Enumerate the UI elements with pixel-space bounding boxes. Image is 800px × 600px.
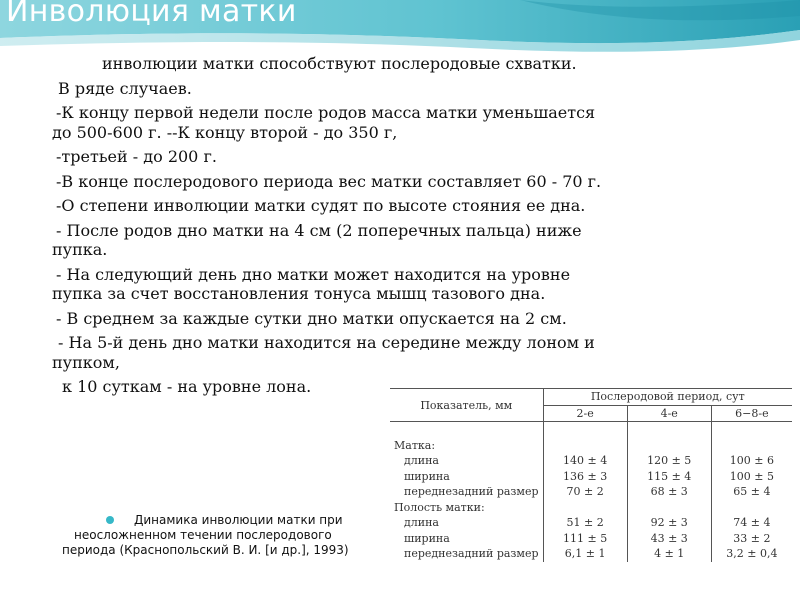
table-row <box>390 453 792 469</box>
row-label: длина <box>404 516 439 530</box>
table-caption <box>52 513 374 558</box>
table-cell: 100 ± 5 <box>711 469 792 485</box>
text-line: В ряде случаев. <box>58 78 192 98</box>
table-row <box>390 531 792 547</box>
text-line: - После родов дно матки на 4 см (2 поперечных пальца) ниже <box>56 220 582 240</box>
text-line: пупка за счет восстановления тонуса мышц тазового дна. <box>52 284 546 303</box>
caption-line-1: Динамика инволюции матки при <box>134 513 343 527</box>
text-line: пупком, <box>52 352 120 372</box>
column-header: 2-е <box>543 405 627 422</box>
row-label: длина <box>404 454 439 468</box>
table-cell: 6,1 ± 1 <box>543 546 627 562</box>
table-row <box>390 515 792 531</box>
text-line: -О степени инволюции матки судят по высоте стояния ее дна. <box>56 196 586 215</box>
text-line: к 10 суткам - на уровне лона. <box>62 377 312 396</box>
indicator-header: Показатель, мм <box>390 389 543 422</box>
text-line: -В конце послеродового периода вес матки составляет 60 - 70 г. <box>56 171 602 191</box>
text-line: - В среднем за каждые сутки дно матки опускается на 2 см. <box>56 308 567 328</box>
body-text <box>52 54 732 397</box>
column-header: 6−8-е <box>711 405 792 422</box>
period-header: Послеродовой период, сут <box>543 389 792 406</box>
group-label: Матка: <box>394 438 436 452</box>
column-header: 4-е <box>627 405 711 422</box>
table-cell: 3,2 ± 0,4 <box>711 546 792 562</box>
table-cell: 68 ± 3 <box>627 484 711 500</box>
table-row <box>390 484 792 500</box>
bullet-icon <box>106 516 114 524</box>
table-cell: 74 ± 4 <box>711 515 792 531</box>
text-line: пупка. <box>52 240 108 259</box>
table-cell: 92 ± 3 <box>627 515 711 531</box>
row-label: ширина <box>404 531 450 545</box>
group-label: Полость матки: <box>394 500 485 514</box>
row-label: переднезадний размер <box>404 485 539 499</box>
involution-table <box>390 388 792 600</box>
text-line: до 500-600 г. --К концу второй - до 350 г, <box>52 122 398 142</box>
table-cell: 33 ± 2 <box>711 531 792 547</box>
table-cell: 136 ± 3 <box>543 469 627 485</box>
row-label: ширина <box>404 469 450 483</box>
caption-line-3: периода (Краснопольский В. И. [и др.], 1993) <box>62 543 349 557</box>
table-cell: 115 ± 4 <box>627 469 711 485</box>
table-cell: 111 ± 5 <box>543 531 627 547</box>
text-line: -третьей - до 200 г. <box>56 147 217 166</box>
slide-title: Инволюция матки <box>6 0 297 29</box>
text-line: - На 5-й день дно матки находится на середине между лоном и <box>58 333 595 352</box>
table-cell: 70 ± 2 <box>543 484 627 500</box>
caption-line-2: неосложненном течении послеродового <box>74 528 332 542</box>
table-cell: 140 ± 4 <box>543 453 627 469</box>
table-cell: 51 ± 2 <box>543 515 627 531</box>
text-line: - На следующий день дно матки может находится на уровне <box>56 264 571 284</box>
table-cell: 120 ± 5 <box>627 453 711 469</box>
text-line: -К концу первой недели после родов масса матки уменьшается <box>56 103 596 122</box>
table-row <box>390 469 792 485</box>
row-label: переднезадний размер <box>404 547 539 561</box>
text-line: инволюции матки способствуют послеродовые схватки. <box>102 54 577 73</box>
table-cell: 4 ± 1 <box>627 546 711 562</box>
table-cell: 100 ± 6 <box>711 453 792 469</box>
table-row <box>390 546 792 562</box>
table-cell: 65 ± 4 <box>711 484 792 500</box>
table-cell: 43 ± 3 <box>627 531 711 547</box>
